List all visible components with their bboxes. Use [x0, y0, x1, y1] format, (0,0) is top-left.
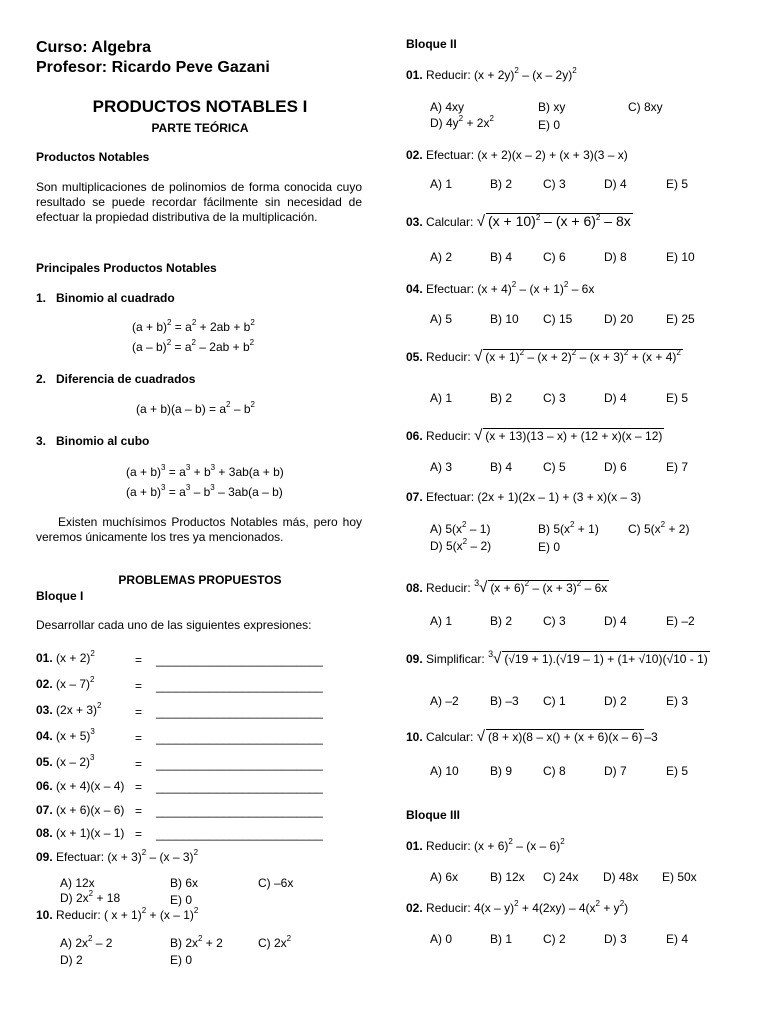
b2-q05-option-c[interactable]: C) 3 — [543, 391, 566, 405]
b2-q08-option-b[interactable]: B) 2 — [490, 614, 513, 628]
b2-q01-option-e[interactable]: E) 0 — [538, 118, 561, 132]
problems-heading: PROBLEMAS PROPUESTOS — [118, 573, 282, 587]
ex09-option-d[interactable]: D) $2x^2 + 18$ — [60, 889, 121, 905]
blank-05[interactable]: _________________________ — [156, 757, 323, 771]
ex10-option-b[interactable]: B) $2x^2 + 2$ — [170, 934, 223, 950]
bloque-3-heading: Bloque III — [406, 808, 460, 822]
b2-q02-option-c[interactable]: C) 3 — [543, 177, 566, 191]
teacher-name: Profesor: Ricardo Peve Gazani — [36, 59, 270, 76]
b2-q05-option-b[interactable]: B) 2 — [490, 391, 513, 405]
b2-q09-option-c[interactable]: C) 1 — [543, 694, 566, 708]
b2-q06-option-a[interactable]: A) 3 — [430, 460, 453, 474]
ex10-option-e[interactable]: E) 0 — [170, 953, 193, 967]
b2-q08-option-c[interactable]: C) 3 — [543, 614, 566, 628]
b3-q02-option-a[interactable]: A) 0 — [430, 932, 453, 946]
b2-q08-option-e[interactable]: E) –2 — [666, 614, 695, 628]
b2-q01-option-c[interactable]: C) 8xy — [628, 100, 663, 114]
b2-q09-option-b[interactable]: B) –3 — [490, 694, 519, 708]
blank-08[interactable]: _________________________ — [156, 827, 323, 841]
b2-question-07: 07. Efectuar: (2x + 1)(2x – 1) + (3 + x)(x – 3) — [406, 490, 642, 504]
formula-square-minus: $(a - b)^2 = a^2 - 2ab + b^2$ — [132, 338, 255, 354]
b2-q06-option-d[interactable]: D) 6 — [604, 460, 627, 474]
b2-q02-option-e[interactable]: E) 5 — [666, 177, 689, 191]
exercise-06: 06. (x + 4)(x – 4) — [36, 779, 125, 793]
blank-03[interactable]: _________________________ — [156, 705, 323, 719]
b2-question-01: 01. Reducir: $(x + 2y)^2 - (x - 2y)^2$ — [406, 66, 577, 82]
b2-q03-option-e[interactable]: E) 10 — [666, 250, 695, 264]
b2-question-09: 09. Simplificar: $^3$√ (√19 + 1).(√19 – 1) + (1+ √10)(√10 - 1) — [406, 649, 708, 667]
b2-q07-option-b[interactable]: B) $5(x^2 + 1)$ — [538, 520, 599, 536]
b2-q10-option-d[interactable]: D) 7 — [604, 764, 627, 778]
b2-q01-option-d[interactable]: D) $4y^2 + 2x^2$ — [430, 114, 494, 130]
b2-q02-option-d[interactable]: D) 4 — [604, 177, 627, 191]
equals-01: = — [135, 653, 143, 667]
exercise-10: 10. Reducir: ( x + 1)$^2$ + (x – 1)$^2$ — [36, 906, 199, 922]
b2-q07-option-c[interactable]: C) $5(x^2 + 2)$ — [628, 520, 690, 536]
b2-q04-option-a[interactable]: A) 5 — [430, 312, 453, 326]
b2-q10-option-e[interactable]: E) 5 — [666, 764, 689, 778]
ex09-option-e[interactable]: E) 0 — [170, 893, 193, 907]
b2-q06-option-c[interactable]: C) 5 — [543, 460, 566, 474]
exercise-03: 03. $(2x + 3)^2$ — [36, 701, 102, 717]
b2-q10-option-c[interactable]: C) 8 — [543, 764, 566, 778]
ex09-option-a[interactable]: A) 12x — [60, 876, 95, 890]
equals-04: = — [135, 731, 143, 745]
b3-question-01: 01. Reducir: $(x + 6)^2 - (x - 6)^2$ — [406, 837, 565, 853]
b2-q08-option-a[interactable]: A) 1 — [430, 614, 453, 628]
ex10-option-c[interactable]: C) $2x^2$ — [258, 934, 292, 950]
item-2: 2. Diferencia de cuadrados — [36, 372, 196, 386]
formula-square-plus: $(a + b)^2 = a^2 + 2ab + b^2$ — [132, 318, 255, 334]
exercise-08: 08. (x + 1)(x – 1) — [36, 826, 125, 840]
b3-q02-option-c[interactable]: C) 2 — [543, 932, 566, 946]
b2-q04-option-b[interactable]: B) 10 — [490, 312, 519, 326]
principal-heading: Principales Productos Notables — [36, 261, 217, 275]
theory-heading: Productos Notables — [36, 150, 150, 164]
b2-q03-option-d[interactable]: D) 8 — [604, 250, 627, 264]
b3-q01-option-d[interactable]: D) 48x — [603, 870, 639, 884]
b2-q07-option-d[interactable]: D) $5(x^2 - 2)$ — [430, 537, 492, 553]
page-title: PRODUCTOS NOTABLES I — [92, 97, 308, 116]
formula-difference-squares: $(a + b)(a - b) = a^2 - b^2$ — [136, 400, 255, 416]
b3-q02-option-e[interactable]: E) 4 — [666, 932, 689, 946]
equals-03: = — [135, 705, 143, 719]
b3-q01-option-c[interactable]: C) 24x — [543, 870, 579, 884]
formula-cube-plus: $(a + b)^3 = a^3 + b^3 + 3ab(a + b)$ — [126, 463, 284, 479]
ex10-option-d[interactable]: D) 2 — [60, 953, 83, 967]
bloque-1-heading: Bloque I — [36, 589, 84, 603]
b3-q02-option-d[interactable]: D) 3 — [604, 932, 627, 946]
b2-q04-option-d[interactable]: D) 20 — [604, 312, 634, 326]
formula-cube-minus: $(a + b)^3 = a^3 - b^3 - 3ab(a - b)$ — [126, 483, 283, 499]
blank-06[interactable]: _________________________ — [156, 780, 323, 794]
b2-q02-option-b[interactable]: B) 2 — [490, 177, 513, 191]
b3-question-02: 02. Reducir: $4(x - y)^2 + 4(2xy) - 4(x^2 + y^2)$ — [406, 899, 629, 915]
exercise-05: 05. (x – 2)$^3$ — [36, 753, 95, 769]
b2-q07-option-e[interactable]: E) 0 — [538, 540, 561, 554]
b2-question-03: 03. Calcular: √ $(x + 10)^2 - (x + 6)^2 - 8x$ — [406, 213, 631, 230]
exercise-04: 04. $(x + 5)^3$ — [36, 727, 95, 743]
b2-q01-option-a[interactable]: A) 4xy — [430, 100, 465, 114]
b2-q04-option-e[interactable]: E) 25 — [666, 312, 695, 326]
theory-intro: Son multiplicaciones de polinomios de forma conocida cuyo resultado se puede recordar fácilmente sin necesidad de efectuar la propiedad distributiva de la multiplicación. — [36, 180, 362, 224]
b2-q10-option-a[interactable]: A) 10 — [430, 764, 459, 778]
b2-q09-option-d[interactable]: D) 2 — [604, 694, 627, 708]
b2-q10-option-b[interactable]: B) 9 — [490, 764, 513, 778]
ex10-option-a[interactable]: A) $2x^2 - 2$ — [60, 934, 113, 950]
b3-q01-option-e[interactable]: E) 50x — [662, 870, 697, 884]
equals-02: = — [135, 679, 143, 693]
b2-question-08: 08. Reducir: $^3$√ $(x + 6)^2 - (x + 3)^2 - 6x$ — [406, 578, 608, 596]
item-3: 3. Binomio al cubo — [36, 434, 150, 448]
b2-question-04: 04. Efectuar: $(x + 4)^2 - (x + 1)^2 - 6x$ — [406, 280, 595, 296]
b2-q09-option-e[interactable]: E) 3 — [666, 694, 689, 708]
ex09-option-c[interactable]: C) –6x — [258, 876, 294, 890]
equals-05: = — [135, 757, 143, 771]
b2-question-02: 02. Efectuar: (x + 2)(x – 2) + (x + 3)(3 – x) — [406, 148, 628, 162]
b2-q06-option-b[interactable]: B) 4 — [490, 460, 513, 474]
exercise-02: 02. (x – 7)$^2$ — [36, 675, 95, 691]
b3-q01-option-a[interactable]: A) 6x — [430, 870, 459, 884]
b2-q03-option-a[interactable]: A) 2 — [430, 250, 453, 264]
blank-07[interactable]: _________________________ — [156, 804, 323, 818]
b2-q09-option-a[interactable]: A) –2 — [430, 694, 459, 708]
b2-q03-option-c[interactable]: C) 6 — [543, 250, 566, 264]
b3-q01-option-b[interactable]: B) 12x — [490, 870, 525, 884]
b3-q02-option-b[interactable]: B) 1 — [490, 932, 513, 946]
b2-q05-option-d[interactable]: D) 4 — [604, 391, 627, 405]
bloque-2-heading: Bloque II — [406, 37, 457, 51]
ex09-option-b[interactable]: B) 6x — [170, 876, 199, 890]
course-title: Curso: Algebra — [36, 39, 151, 56]
b2-question-05: 05. Reducir: √ $(x + 1)^2 - (x + 2)^2 - (x + 3)^2 + (x + 4)^2$ — [406, 348, 681, 365]
blank-04[interactable]: _________________________ — [156, 731, 323, 745]
b2-question-06: 06. Reducir: √ (x + 13)(13 – x) + (12 + x)(x – 12) — [406, 427, 663, 444]
b2-question-10: 10. Calcular: √ (8 + x)(8 – x() + (x + 6)(x – 6) –3 — [406, 728, 658, 745]
item-1: 1. Binomio al cuadrado — [36, 291, 175, 305]
exercise-07: 07. (x + 6)(x – 6) — [36, 803, 125, 817]
theory-closing: Existen muchísimos Productos Notables más, pero hoy veremos únicamente los tres ya mencionados. — [36, 515, 362, 544]
equals-06: = — [135, 780, 143, 794]
page-subtitle: PARTE TEÓRICA — [151, 121, 249, 135]
exercise-01: 01. $(x + 2)^2$ — [36, 649, 95, 665]
b2-q05-option-e[interactable]: E) 5 — [666, 391, 689, 405]
b2-q01-option-b[interactable]: B) xy — [538, 100, 566, 114]
b2-q03-option-b[interactable]: B) 4 — [490, 250, 513, 264]
blank-01[interactable]: _________________________ — [156, 653, 323, 667]
blank-02[interactable]: _________________________ — [156, 679, 323, 693]
equals-07: = — [135, 804, 143, 818]
equals-08: = — [135, 827, 143, 841]
exercise-09: 09. Efectuar: $(x + 3)^2 - (x - 3)^2$ — [36, 848, 199, 864]
b2-q02-option-a[interactable]: A) 1 — [430, 177, 453, 191]
b2-q07-option-a[interactable]: A) $5(x^2 - 1)$ — [430, 520, 491, 536]
bloque-1-instruction: Desarrollar cada uno de las siguientes expresiones: — [36, 618, 312, 632]
b2-q05-option-a[interactable]: A) 1 — [430, 391, 453, 405]
b2-q06-option-e[interactable]: E) 7 — [666, 460, 689, 474]
b2-q04-option-c[interactable]: C) 15 — [543, 312, 573, 326]
b2-q08-option-d[interactable]: D) 4 — [604, 614, 627, 628]
